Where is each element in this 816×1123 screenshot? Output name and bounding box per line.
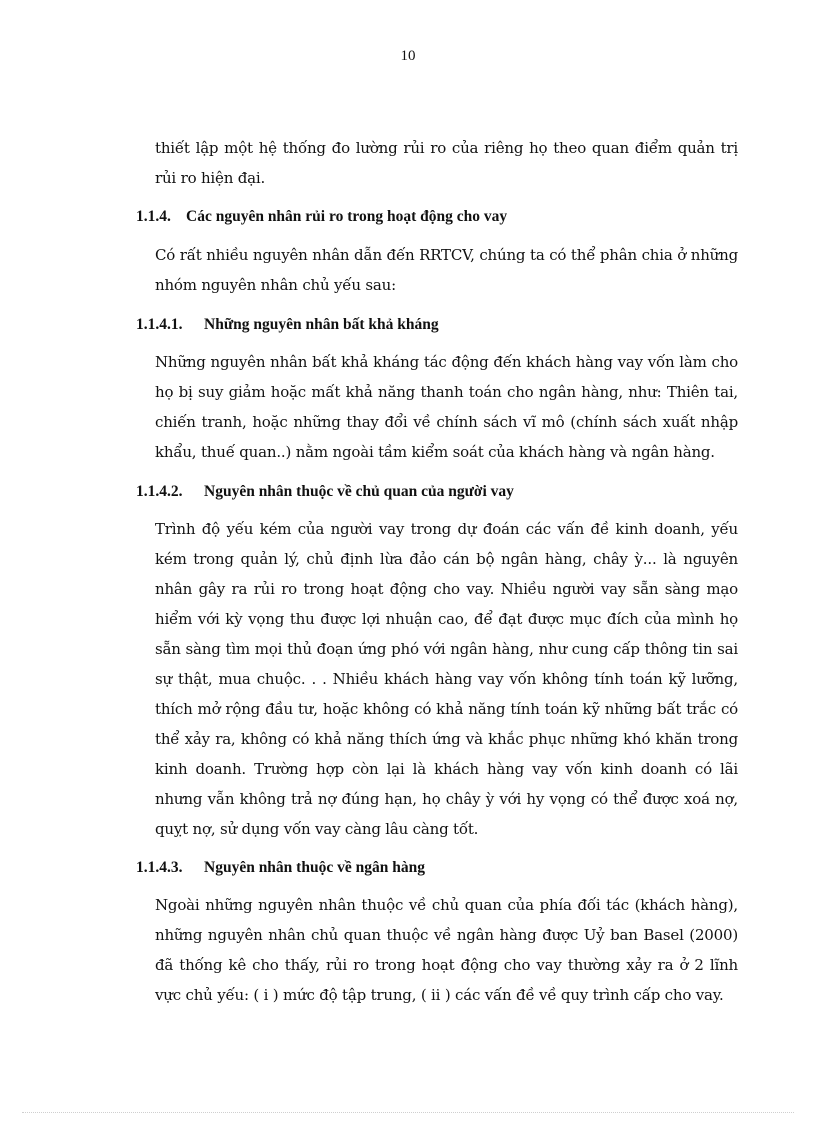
heading-number: 1.1.4.2. (136, 483, 183, 500)
section-heading-1-1-4-3 (136, 857, 425, 879)
heading-number: 1.1.4. (136, 208, 171, 225)
heading-title: Nguyên nhân thuộc về chủ quan của người vay (204, 483, 514, 500)
paragraph-force-majeure: Những nguyên nhân bất khả kháng tác động đến khách hàng vay vốn làm cho họ bị suy giảm hoặc mất khả năng thanh toán cho ngân hàng, như: Thiên tai, chiến tranh, hoặc những thay đổi về chính sách vĩ mô (chính sách xuất nhập khẩu, thuế quan..) nằm ngoài tầm kiểm soát của khách hàng và ngân hàng. (155, 353, 738, 461)
heading-title: Các nguyên nhân rủi ro trong hoạt động cho vay (186, 208, 508, 225)
paragraph-borrower-causes: Trình độ yếu kém của người vay trong dự đoán các vấn đề kinh doanh, yếu kém trong quản lý, chủ định lừa đảo cán bộ ngân hàng, chây ỳ... là nguyên nhân gây ra rủi ro trong hoạt động cho vay. Nhiều người vay sẵn sàng mạo hiểm với kỳ vọng thu được lợi nhuận cao, để đạt được mục đích của mình họ sẵn sàng tìm mọi thủ đoạn ứng phó với ngân hàng, như cung cấp thông tin sai sự thật, mua chuộc. . . Nhiều khách hàng vay vốn không tính toán kỹ lưỡng, thích mở rộng đầu tư, hoặc không có khả năng tính toán kỹ những bất trắc có thể xảy ra, không có khả năng thích ứng và khắc phục những khó khăn trong kinh doanh. Trường hợp còn lại là khách hàng vay vốn kinh doanh có lãi nhưng vẫn không trả nợ đúng hạn, họ chây ỳ với hy vọng có thể được xoá nợ, quỵt nợ, sử dụng vốn vay càng lâu càng tốt. (155, 520, 738, 838)
section-heading-1-1-4-2 (136, 481, 514, 503)
paragraph-intro-causes: Có rất nhiều nguyên nhân dẫn đến RRTCV, chúng ta có thể phân chia ở những nhóm nguyên nhân chủ yếu sau: (155, 246, 738, 294)
heading-title: Những nguyên nhân bất khả kháng (204, 316, 439, 333)
footer-dotted-rule (22, 1112, 794, 1113)
page-number: 10 (400, 48, 416, 64)
heading-title: Nguyên nhân thuộc về ngân hàng (204, 859, 425, 876)
heading-number: 1.1.4.1. (136, 316, 183, 333)
section-heading-1-1-4-1 (136, 314, 439, 336)
section-heading-1-1-4 (136, 206, 507, 228)
heading-number: 1.1.4.3. (136, 859, 183, 876)
paragraph-continuation: thiết lập một hệ thống đo lường rủi ro của riêng họ theo quan điểm quản trị rủi ro hiện đại. (155, 139, 738, 187)
paragraph-bank-causes: Ngoài những nguyên nhân thuộc về chủ quan của phía đối tác (khách hàng), những nguyên nhân chủ quan thuộc về ngân hàng được Uỷ ban Basel (2000) đã thống kê cho thấy, rủi ro trong hoạt động cho vay thường xảy ra ở 2 lĩnh vực chủ yếu: ( i ) mức độ tập trung, ( ii ) các vấn đề về quy trình cấp cho vay. (155, 896, 738, 1004)
